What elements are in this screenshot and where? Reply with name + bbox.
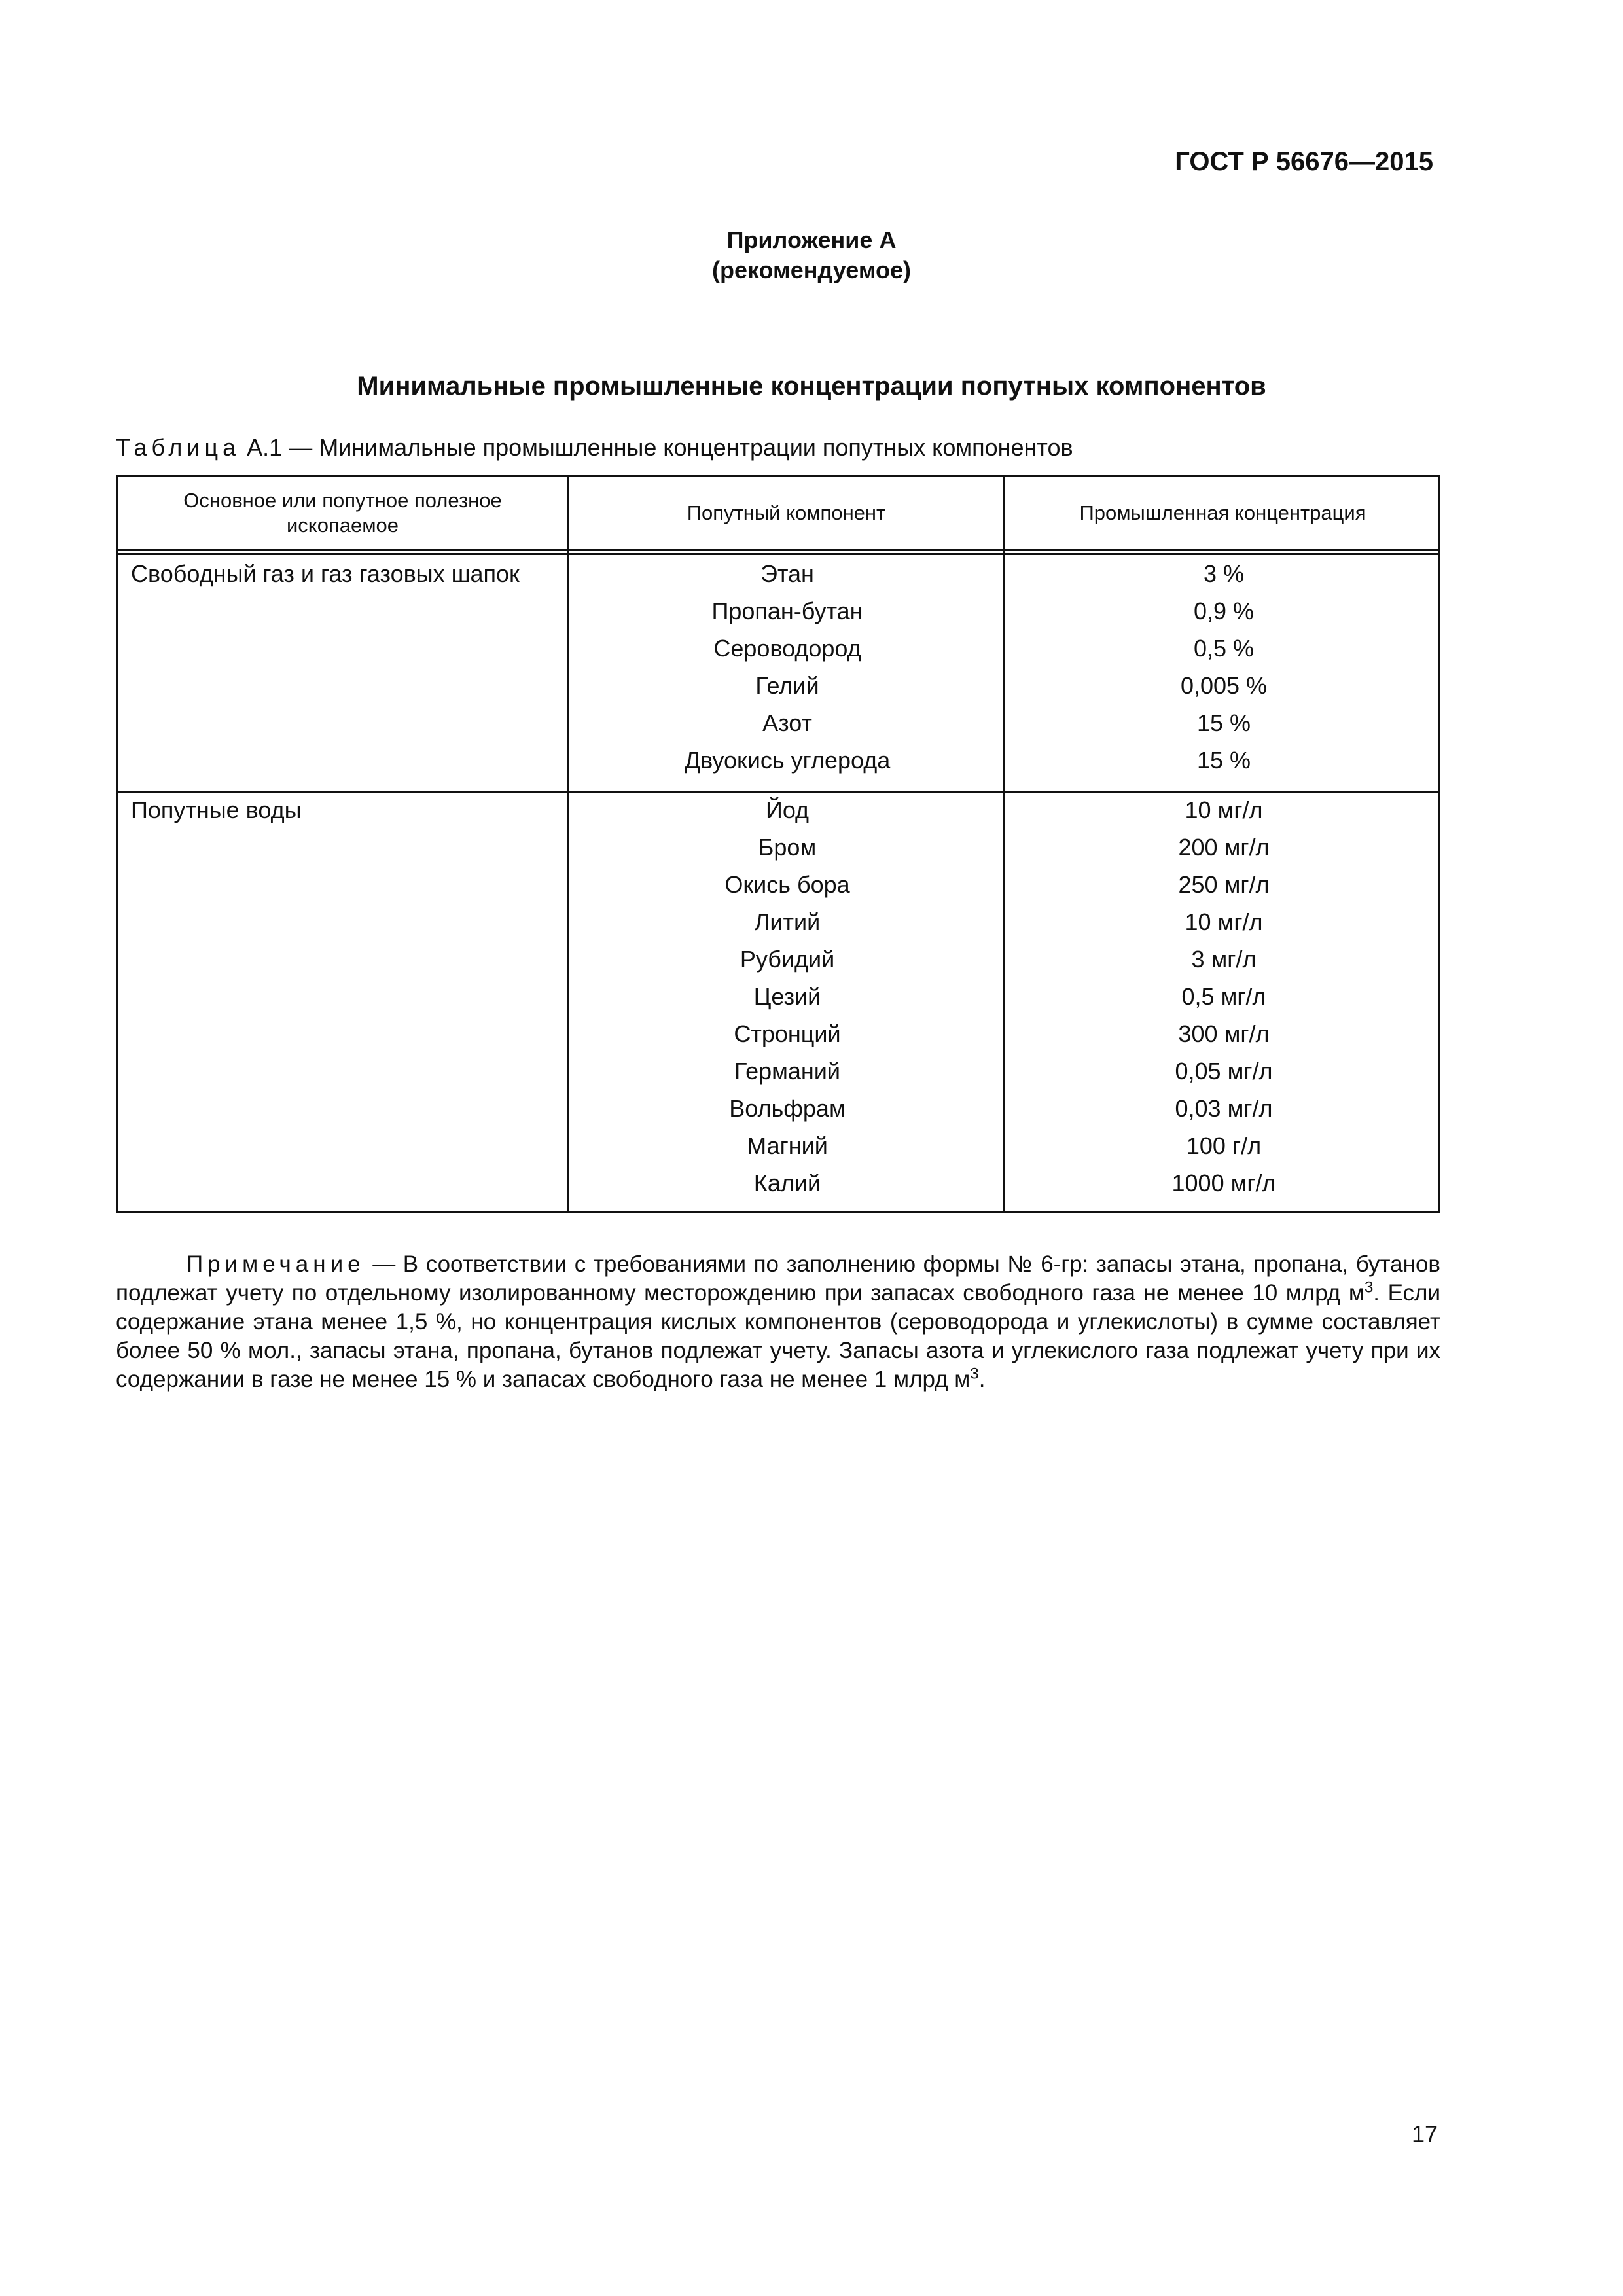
table-caption-text: — Минимальные промышленные концентрации попутных компонентов xyxy=(289,434,1073,461)
table-header-concentration: Промышленная концентрация xyxy=(1079,501,1366,524)
table-cell-concentration: 15 % xyxy=(1196,747,1251,774)
table-cell-component: Стронций xyxy=(734,1020,841,1047)
group-label-associated-waters: Попутные воды xyxy=(131,797,302,823)
appendix-status: (рекомендуемое) xyxy=(712,257,911,283)
table-caption-label: Таблица xyxy=(116,434,241,461)
table-cell-concentration: 1000 мг/л xyxy=(1171,1170,1276,1196)
group-label-free-gas: Свободный газ и газ газовых шапок xyxy=(131,560,520,587)
table-cell-concentration: 3 мг/л xyxy=(1191,946,1257,973)
table-header-divider xyxy=(118,549,1438,551)
table-cell-component: Йод xyxy=(765,797,810,823)
table-cell-concentration: 0,9 % xyxy=(1193,598,1255,624)
note-paragraph xyxy=(116,1250,1440,1394)
table-cell-concentration: 3 % xyxy=(1203,560,1245,587)
table-cell-component: Бром xyxy=(758,834,817,861)
section-title: Минимальные промышленные концентрации попутных компонентов xyxy=(357,372,1266,401)
table-cell-concentration: 200 мг/л xyxy=(1178,834,1270,861)
document-number: ГОСТ Р 56676—2015 xyxy=(1175,147,1433,176)
note-label: Примечание xyxy=(187,1251,365,1277)
table-cell-concentration: 0,05 мг/л xyxy=(1175,1058,1273,1085)
table-cell-component: Окись бора xyxy=(724,871,850,898)
table-cell-component: Двуокись углерода xyxy=(684,747,891,774)
note-superscript: 3 xyxy=(1364,1278,1374,1297)
note-text-part3: . xyxy=(978,1367,986,1392)
note-superscript: 3 xyxy=(970,1365,979,1383)
table-cell-component: Магний xyxy=(747,1132,828,1159)
table-cell-concentration: 100 г/л xyxy=(1186,1132,1262,1159)
table-cell-concentration: 10 мг/л xyxy=(1185,908,1263,935)
concentrations-table xyxy=(116,475,1440,1213)
table-caption-number: А.1 xyxy=(247,434,283,461)
note-text-part2: . Если содержание этана менее 1,5 %, но концентрация кислых компонентов (сероводорода и углекислоты) в сумме составляет более 50 % мол., запасы этана, пропана, бутанов подлежат учету. Запасы азота и углекислого газа подлежат учету при их содержании в газе не менее 15 % и запасах свободного газа не менее 1 млрд м xyxy=(116,1280,1441,1392)
table-cell-component: Этан xyxy=(760,560,814,587)
table-cell-component: Калий xyxy=(753,1170,821,1196)
table-cell-concentration: 0,5 мг/л xyxy=(1181,983,1266,1010)
table-cell-component: Гелий xyxy=(755,672,819,699)
table-cell-component: Вольфрам xyxy=(729,1095,846,1122)
table-cell-concentration: 0,5 % xyxy=(1193,635,1255,662)
table-cell-component: Сероводород xyxy=(713,635,861,662)
table-cell-concentration: 15 % xyxy=(1196,709,1251,736)
table-cell-component: Цезий xyxy=(753,983,821,1010)
table-cell-concentration: 0,005 % xyxy=(1180,672,1268,699)
table-header-mineral: Основное или попутное полезное ископаемое xyxy=(183,489,502,537)
table-cell-component: Азот xyxy=(762,709,812,736)
table-cell-concentration: 10 мг/л xyxy=(1185,797,1263,823)
table-cell-component: Германий xyxy=(734,1058,840,1085)
appendix-title: Приложение А xyxy=(726,226,897,253)
page-number: 17 xyxy=(1411,2121,1438,2147)
table-header-component: Попутный компонент xyxy=(687,501,886,524)
table-cell-concentration: 0,03 мг/л xyxy=(1175,1095,1273,1122)
table-cell-concentration: 300 мг/л xyxy=(1178,1020,1270,1047)
table-cell-concentration: 250 мг/л xyxy=(1178,871,1270,898)
table-cell-component: Рубидий xyxy=(740,946,835,973)
table-cell-component: Литий xyxy=(754,908,821,935)
table-caption xyxy=(116,434,1073,461)
note-text-part1: — В соответствии с требованиями по заполнению формы № 6-гр: запасы этана, пропана, бутанов подлежат учету по отдельному изолированному месторождению при запасах свободного газа не менее 10 млрд м xyxy=(116,1251,1440,1306)
table-cell-component: Пропан-бутан xyxy=(711,598,863,624)
